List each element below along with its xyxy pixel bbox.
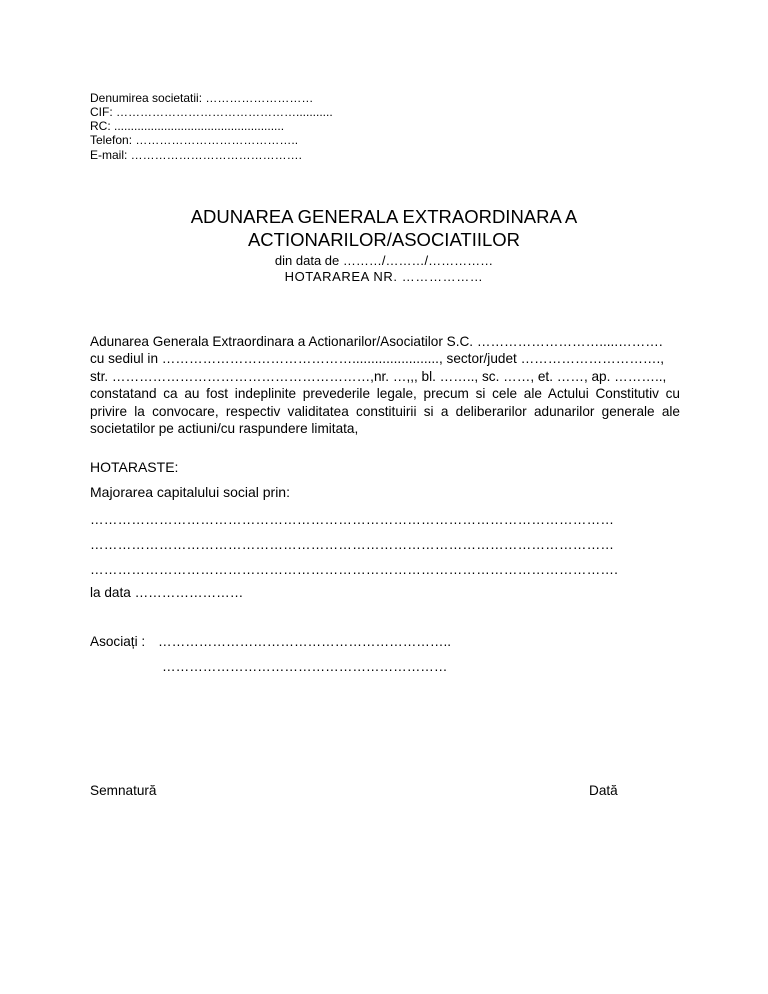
decision-dots-1: …………………………………………………………………………………………………… — [90, 512, 615, 527]
body-line-2: cu sediul in ……………………………………......................., sector/judet …………………………., — [90, 351, 665, 366]
body-line-3: str. …………………………………………………,nr. …,,, bl. …….., sc. ……, et. ……, ap. ……….., — [90, 369, 667, 384]
date-label: Dată — [589, 783, 618, 798]
company-name-field: Denumirea societatii: ……………………… — [90, 91, 314, 105]
email-field: E-mail: ……………………………………. — [90, 148, 303, 162]
decision-dots-2: …………………………………………………………………………………………………… — [90, 537, 615, 552]
decision-dots-3: ……………………………………………………………………………………………………. — [90, 562, 619, 577]
decision-number-line: HOTARAREA NR. ……………… — [284, 269, 484, 284]
title-line-2: ACTIONARILOR/ASOCIATIILOR — [247, 229, 521, 250]
phone-field: Telefon: ………………………………….. — [90, 133, 299, 147]
associates-label: Asociați : — [90, 634, 146, 649]
decision-heading: HOTARASTE: — [90, 459, 179, 475]
cif-field: CIF: ………………………………………........... — [90, 105, 333, 119]
rc-field: RC: ................................................... — [90, 119, 285, 133]
body-line-1: Adunarea Generala Extraordinara a Actionarilor/Asociatilor S.C. ……………………….....………. — [90, 334, 663, 349]
associates-dots-2: ……………………………………………………… — [162, 659, 448, 674]
signature-label: Semnatură — [90, 783, 157, 798]
title-line-1: ADUNAREA GENERALA EXTRAORDINARA A — [190, 206, 578, 227]
meeting-date-line: din data de ………/………/…………… — [274, 253, 494, 268]
decision-item: Majorarea capitalului social prin: — [90, 484, 290, 500]
body-paragraph: constatand ca au fost indeplinite prevederile legale, precum si cele ale Actului Constitutiv cu privire la convocare, respectiv validitatea constituirii si a deliberarilor adunarilor generale ale societatilor pe actiuni/cu raspundere limitata, — [90, 386, 680, 436]
associates-dots-1: ……………………………………………………….. — [158, 634, 452, 649]
decision-date-line: la data …………………… — [90, 585, 244, 600]
